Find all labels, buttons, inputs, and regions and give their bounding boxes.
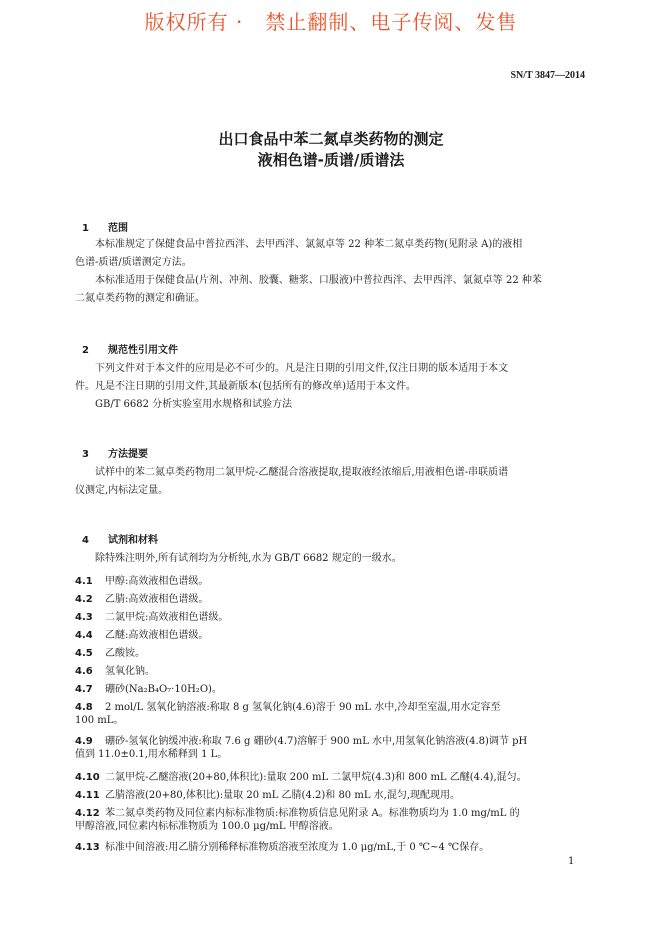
paragraph-line: 色谱-质谱/质谱测定方法。 <box>75 257 192 268</box>
list-item <box>75 662 155 677</box>
page-number: 1 <box>568 856 575 867</box>
item-text: 甲醇:高效液相色谱级。 <box>105 576 209 587</box>
item-text: 硼砂(Na₂B₄O₇·10H₂O)。 <box>105 684 222 695</box>
item-number: 4.10 <box>75 772 100 783</box>
list-item <box>75 838 489 853</box>
item-number: 4.12 <box>75 808 100 819</box>
section-number: 4 <box>81 535 89 546</box>
list-item <box>75 590 208 605</box>
paragraph-line: 除特殊注明外,所有试剂均为分析纯,水为 GB/T 6682 规定的一级水。 <box>95 553 402 564</box>
document-title-line1: 出口食品中苯二氮卓类药物的测定 <box>218 130 444 148</box>
section-4-heading <box>75 520 158 546</box>
list-item <box>75 698 501 713</box>
item-number: 4.1 <box>75 576 93 587</box>
item-text: 乙酸铵。 <box>105 648 145 659</box>
standard-number: SN/T 3847—2014 <box>510 70 585 81</box>
section-1-heading <box>75 208 128 234</box>
item-number: 4.13 <box>75 842 100 853</box>
item-number: 4.3 <box>75 612 93 623</box>
paragraph-line: 本标准规定了保健食品中普拉西泮、去甲西泮、氯氮卓等 22 种苯二氮卓类药物(见附录 A)的液相 <box>95 239 523 250</box>
item-continuation: 100 mL。 <box>75 715 124 726</box>
section-number: 2 <box>81 345 89 356</box>
item-number: 4.8 <box>75 702 93 713</box>
item-text: 二氯甲烷:高效液相色谱级。 <box>105 612 229 623</box>
item-text: 苯二氮卓类药物及同位素内标标准物质:标准物质信息见附录 A。标准物质均为 1.0 mg/mL 的 <box>105 808 520 819</box>
section-title: 试剂和材料 <box>107 535 158 546</box>
paragraph-line: 仪测定,内标法定量。 <box>75 485 169 496</box>
item-text: 二氯甲烷-乙醚溶液(20+80,体积比):量取 200 mL 二氯甲烷(4.3)和 800 mL 乙醚(4.4),混匀。 <box>105 772 527 783</box>
item-continuation: 甲醇溶液,同位素内标标准物质为 100.0 μg/mL 甲醇溶液。 <box>75 821 339 832</box>
list-item <box>75 626 208 641</box>
section-2-heading <box>75 330 178 356</box>
normative-reference: GB/T 6682 分析实验室用水规格和试验方法 <box>95 399 293 410</box>
item-text: 硼砂-氢氧化钠缓冲液:称取 7.6 g 硼砂(4.7)溶解于 900 mL 水中,用氢氧化钠溶液(4.8)调节 pH <box>105 736 528 747</box>
section-3-heading <box>75 434 148 460</box>
list-item <box>75 680 222 695</box>
item-text: 2 mol/L 氢氧化钠溶液:称取 8 g 氢氧化钠(4.6)溶于 90 mL 水中,冷却至室温,用水定容至 <box>105 702 501 713</box>
section-title: 规范性引用文件 <box>107 345 178 356</box>
section-title: 范围 <box>107 223 128 234</box>
document-title-line2: 液相色谱-质谱/质谱法 <box>257 151 405 169</box>
copyright-watermark: 版权所有 · 禁止翻制、电子传阅、发售 <box>144 10 518 34</box>
item-number: 4.5 <box>75 648 93 659</box>
paragraph-line: 件。凡是不注日期的引用文件,其最新版本(包括所有的修改单)适用于本文件。 <box>75 381 416 392</box>
list-item <box>75 644 145 659</box>
item-continuation: 值到 11.0±0.1,用水稀释到 1 L。 <box>75 749 228 760</box>
item-number: 4.4 <box>75 630 93 641</box>
paragraph-line: 下列文件对于本文件的应用是必不可少的。凡是注日期的引用文件,仅注日期的版本适用于本文 <box>95 363 509 374</box>
item-number: 4.6 <box>75 666 93 677</box>
item-text: 标准中间溶液:用乙腈分别稀释标准物质溶液至浓度为 1.0 μg/mL,于 0 ℃~4 ℃保存。 <box>105 842 490 853</box>
item-text: 乙腈溶液(20+80,体积比):量取 20 mL 乙腈(4.2)和 80 mL 水,混匀,现配现用。 <box>105 790 461 801</box>
item-text: 乙醚:高效液相色谱级。 <box>105 630 209 641</box>
list-item <box>75 804 520 819</box>
paragraph-line: 二氮卓类药物的测定和确证。 <box>75 293 205 304</box>
list-item <box>75 768 527 783</box>
item-number: 4.2 <box>75 594 93 605</box>
section-number: 3 <box>81 449 89 460</box>
list-item <box>75 786 460 801</box>
item-number: 4.11 <box>75 790 100 801</box>
section-number: 1 <box>81 223 89 234</box>
list-item <box>75 572 208 587</box>
section-title: 方法提要 <box>107 449 148 460</box>
item-text: 氢氧化钠。 <box>105 666 155 677</box>
item-text: 乙腈:高效液相色谱级。 <box>105 594 209 605</box>
item-number: 4.7 <box>75 684 93 695</box>
paragraph-line: 试样中的苯二氮卓类药物用二氯甲烷-乙醚混合溶液提取,提取液经浓缩后,用液相色谱-串联质谱 <box>95 467 509 478</box>
list-item <box>75 608 228 623</box>
paragraph-line: 本标准适用于保健食品(片剂、冲剂、胶囊、糖浆、口服液)中普拉西泮、去甲西泮、氯氮卓等 22 种苯 <box>95 275 542 286</box>
item-number: 4.9 <box>75 736 93 747</box>
list-item <box>75 732 527 747</box>
